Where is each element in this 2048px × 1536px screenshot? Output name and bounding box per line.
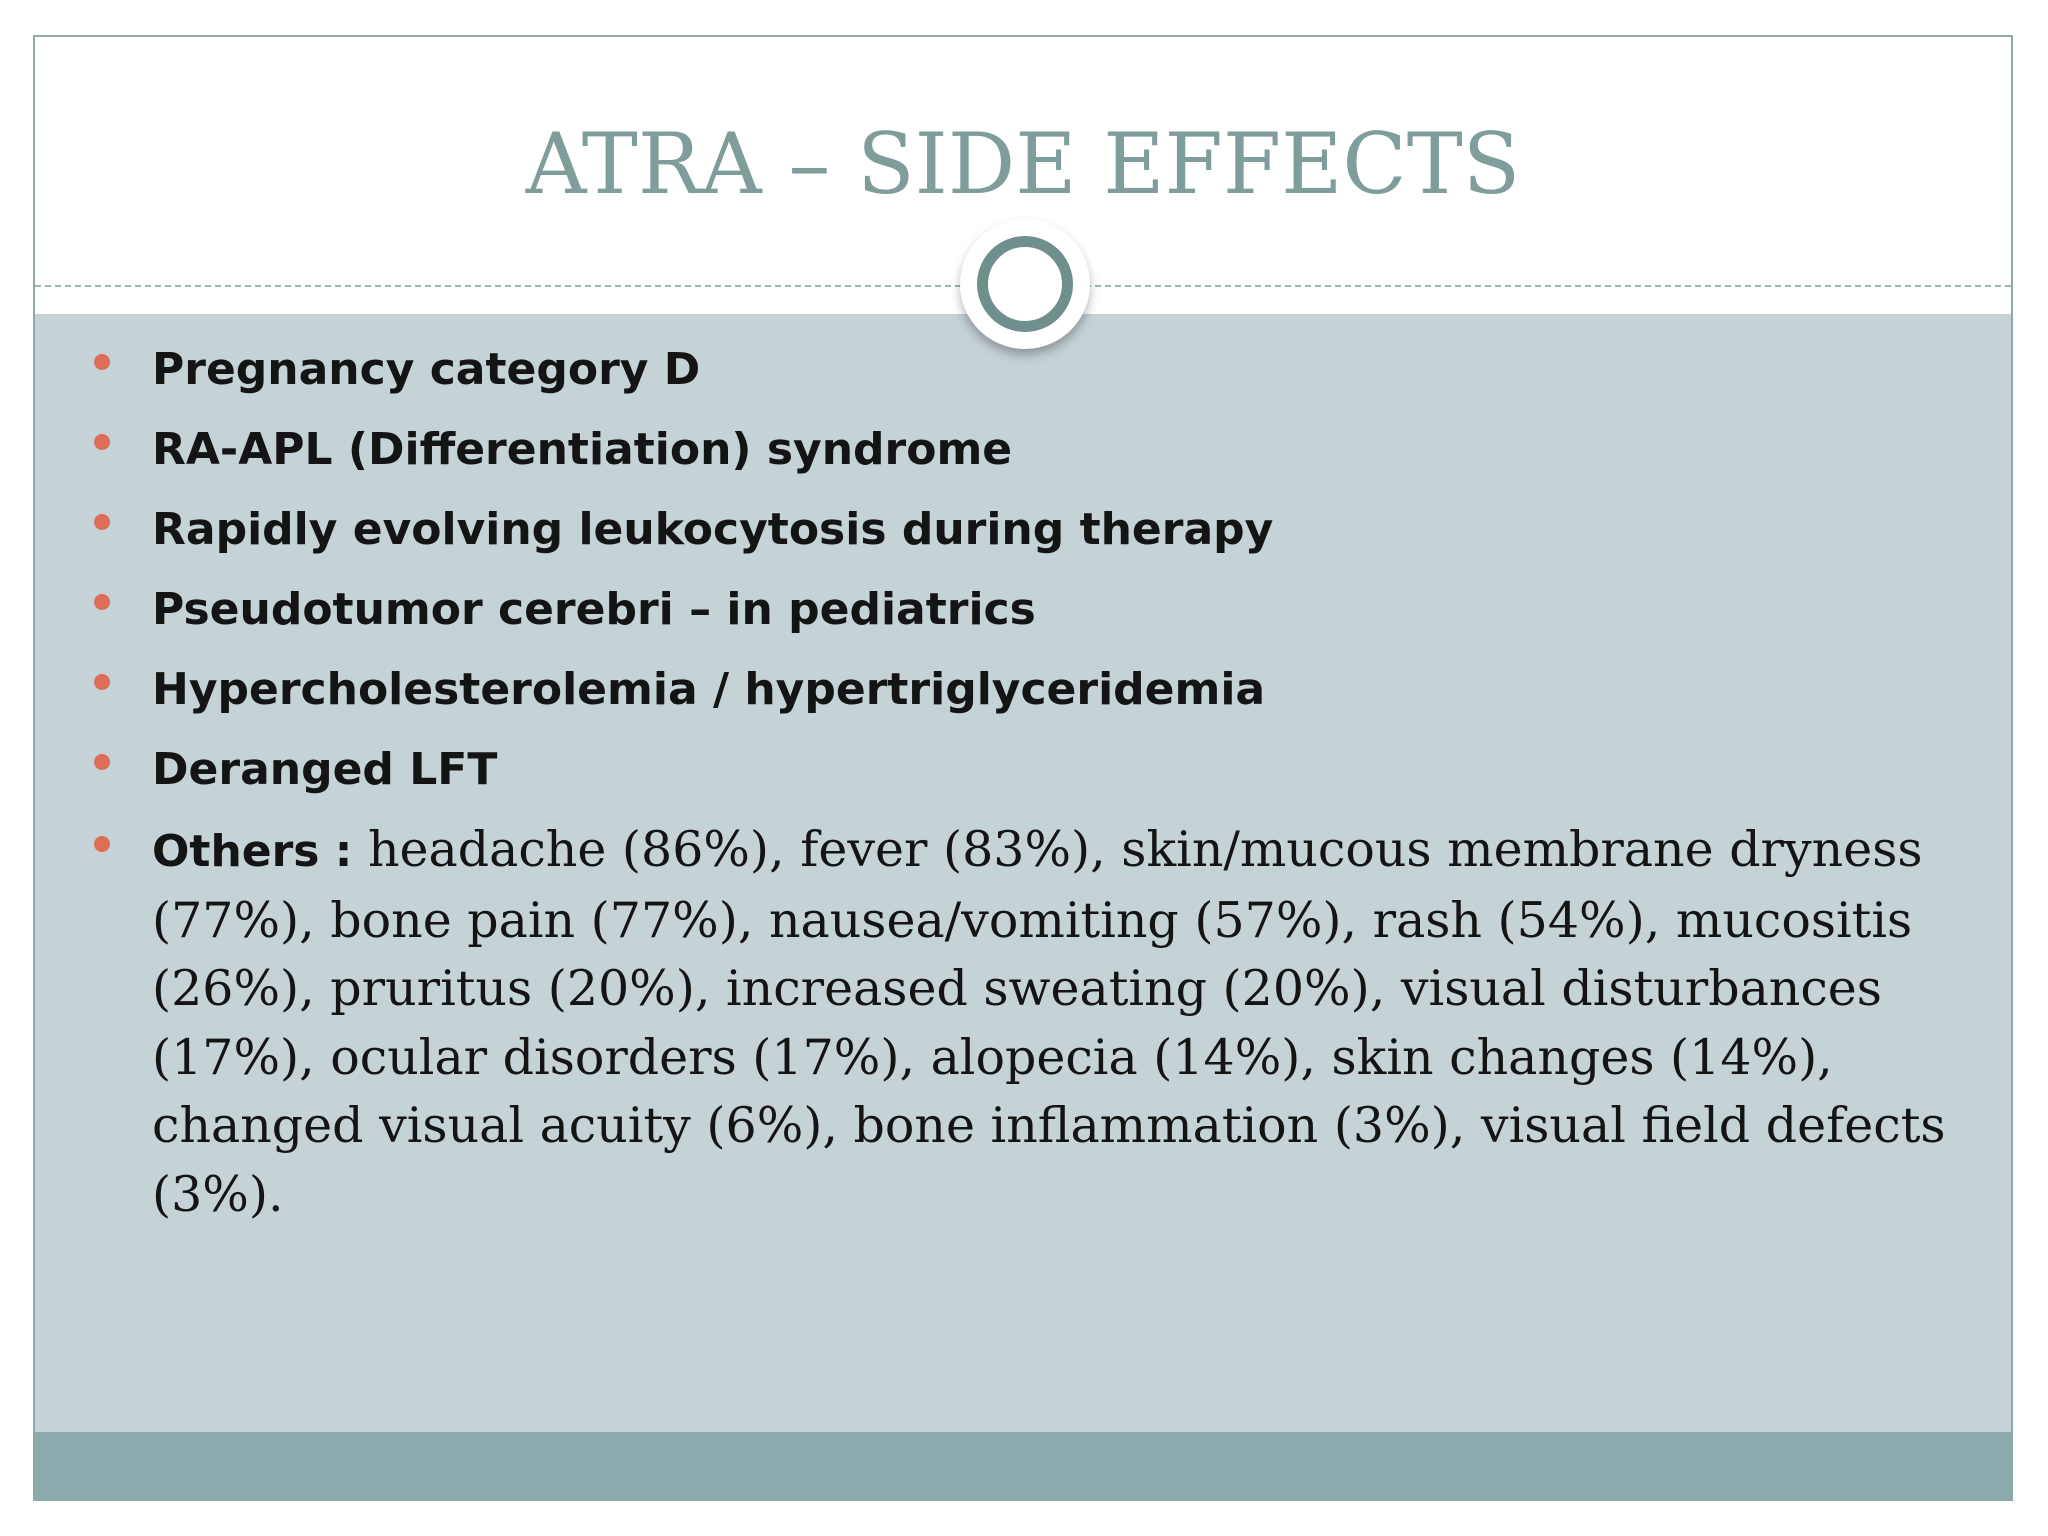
others-paragraph (152, 816, 1992, 1229)
bullet-text: Deranged LFT (152, 744, 498, 795)
slide-title: ATRA – SIDE EFFECTS (525, 115, 1521, 213)
bullet-text: Rapidly evolving leukocytosis during therapy (152, 504, 1274, 555)
bullet-dot-icon (94, 674, 110, 690)
bullet-text: Pseudotumor cerebri – in pediatrics (152, 584, 1036, 635)
bullet-dot-icon (94, 594, 110, 610)
bullet-dot-icon (94, 354, 110, 370)
bullet-dot-icon (94, 754, 110, 770)
content-area (35, 314, 2011, 1432)
slide (33, 35, 2013, 1501)
bullet-text: Pregnancy category D (152, 344, 701, 395)
others-label: Others : (152, 826, 353, 877)
bullet-dot-icon (94, 836, 110, 852)
bullet-text: Hypercholesterolemia / hypertriglyceridemia (152, 664, 1266, 715)
footer-bar (35, 1432, 2011, 1501)
bullet-text: RA-APL (Differentiation) syndrome (152, 424, 1013, 475)
others-body: headache (86%), fever (83%), skin/mucous membrane dryness (77%), bone pain (77%), nausea/vomiting (57%), rash (54%), mucositis (26%), pruritus (20%), increased sweating (20%), visual disturbances (17%), ocular disorders (17%), alopecia (14%), skin changes (14%), changed visual acuity (6%), bone inflammation (3%), visual field defects (3%). (152, 821, 1946, 1223)
bullet-dot-icon (94, 434, 110, 450)
ring-icon (977, 236, 1073, 332)
bullet-dot-icon (94, 514, 110, 530)
circle-ornament-icon (960, 219, 1090, 349)
